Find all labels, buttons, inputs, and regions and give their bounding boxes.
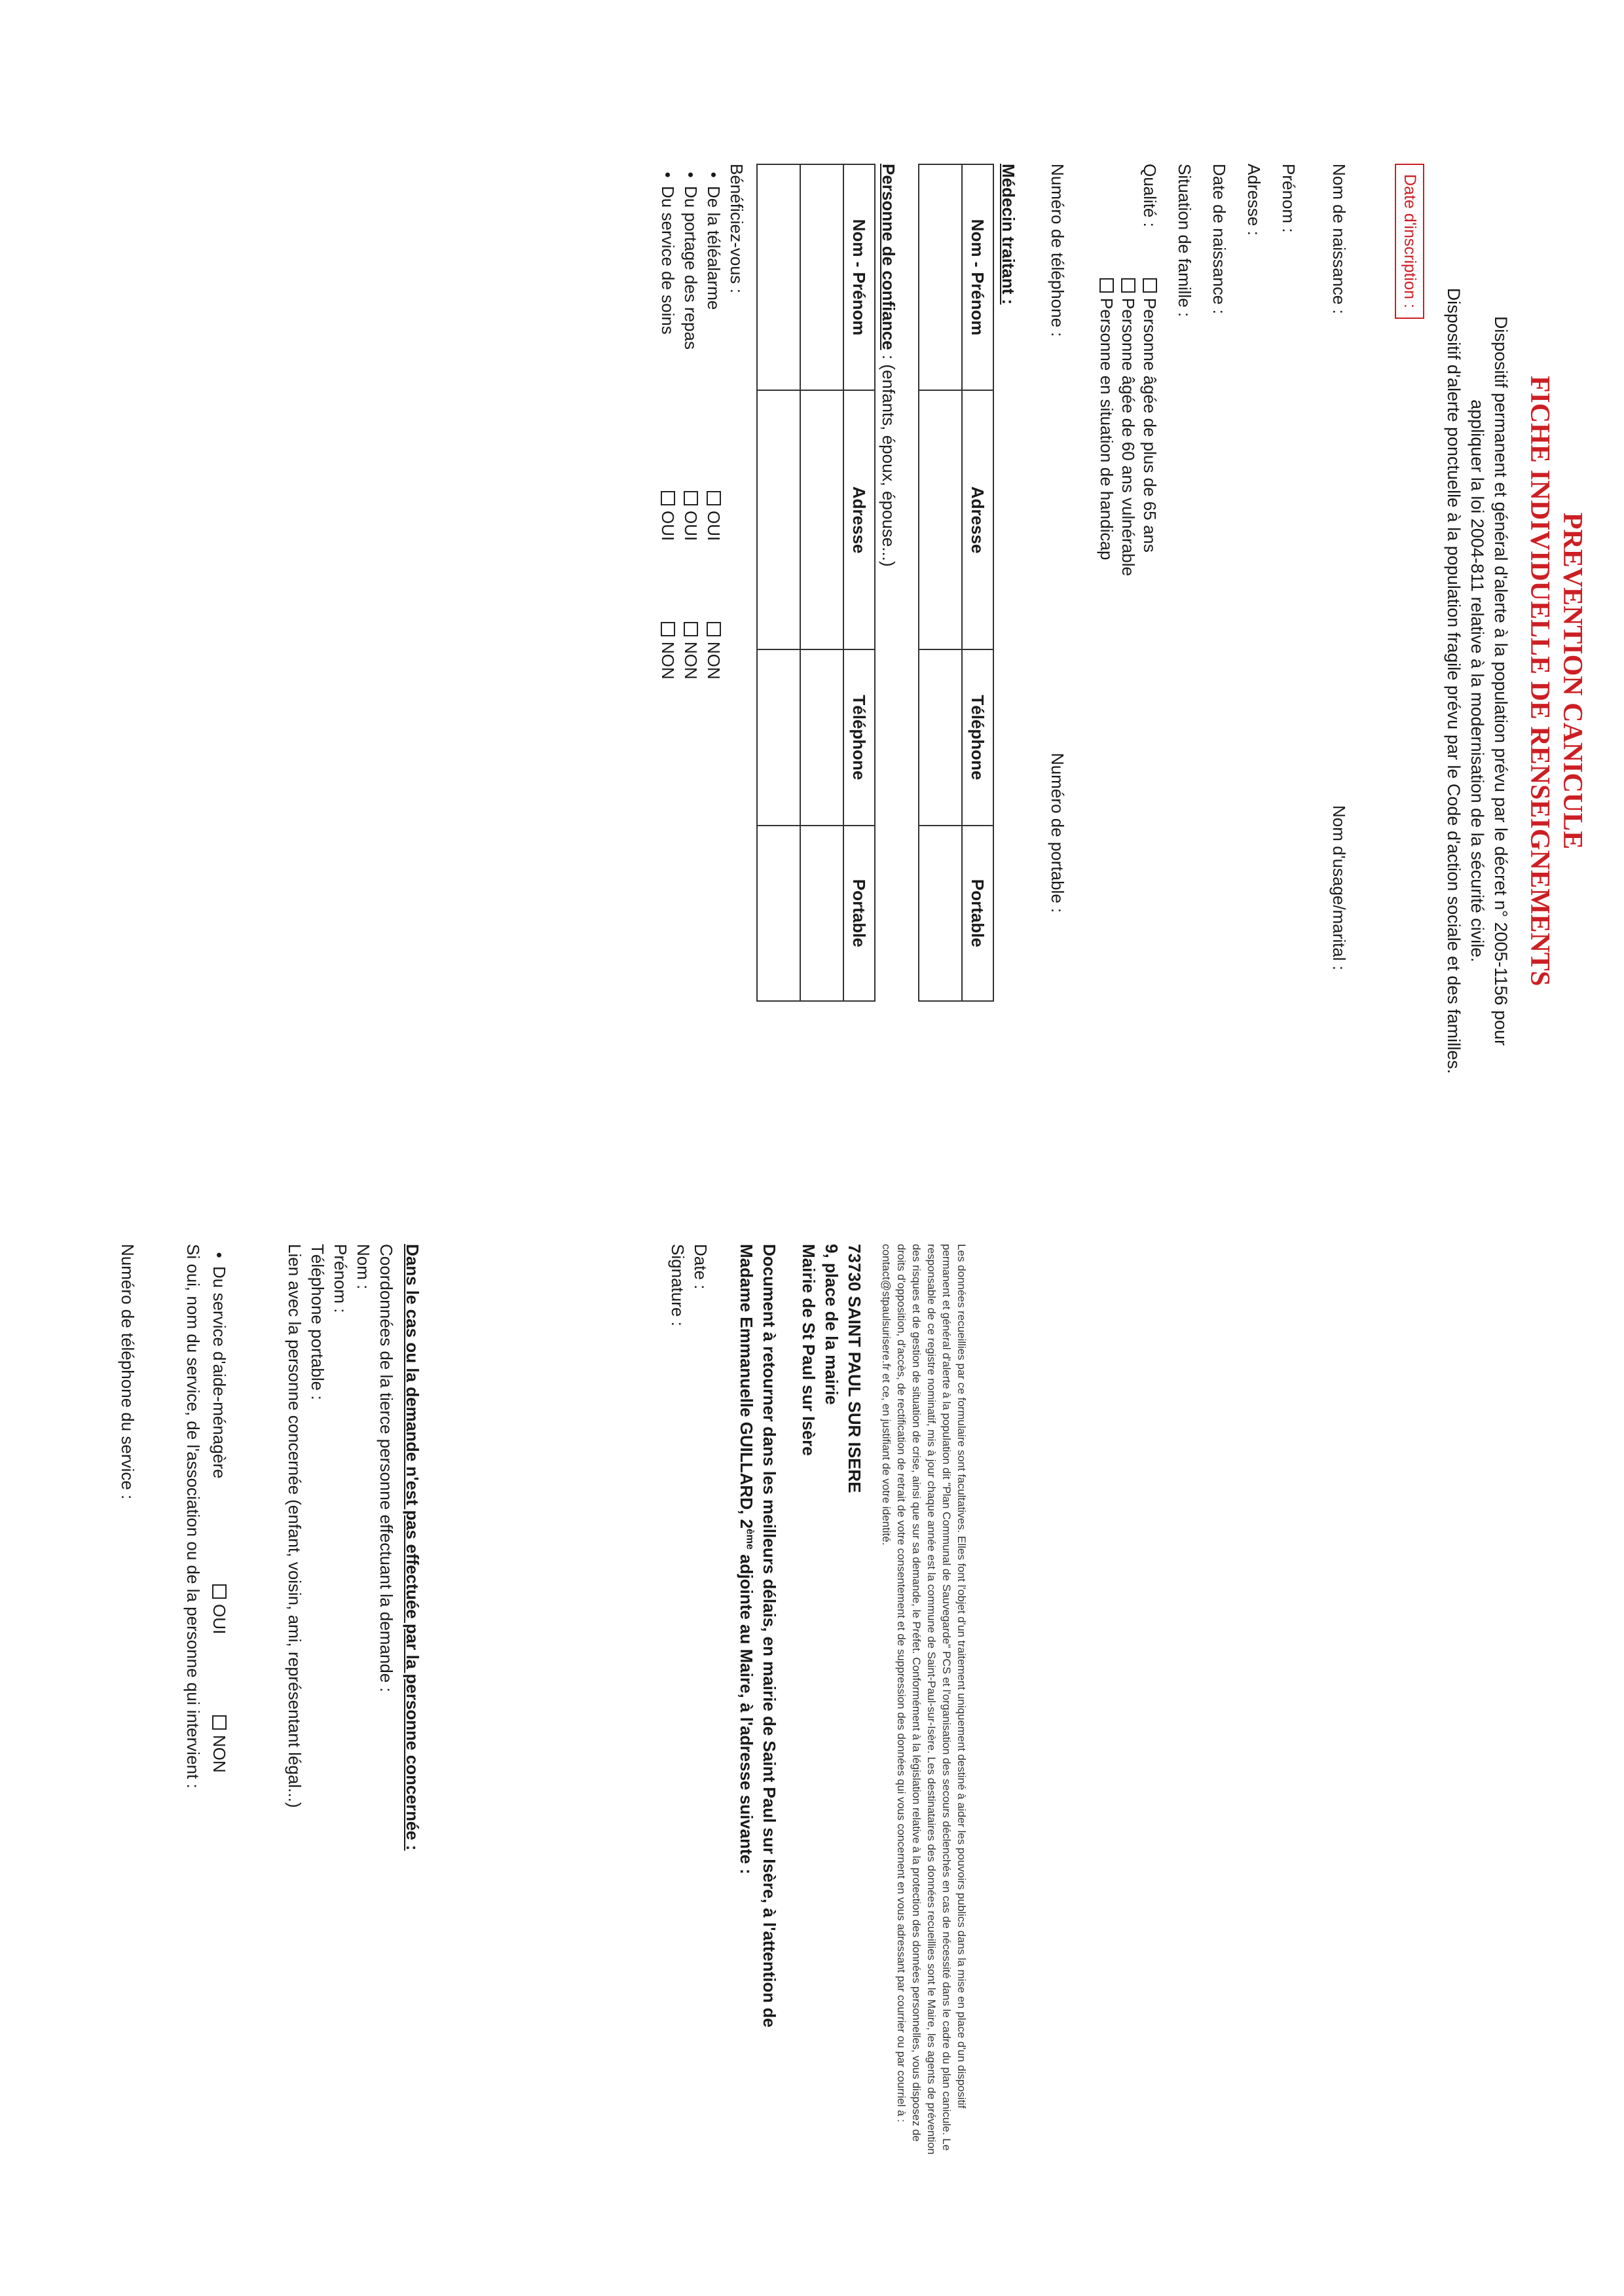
retour-line-2: Madame Emmanuelle GUILLARD, 2ème adjointe au Maire, à l'adresse suivante : [737, 1244, 756, 1874]
service-name-line: Si oui, nom du service, de l'association ou de la personne qui intervient : [183, 1244, 203, 1789]
services-question: Bénéficiez-vous : [727, 164, 747, 293]
checkbox-icon[interactable] [1121, 278, 1135, 293]
tierce-coordonnees: Coordonnées de la tierce personne effectuant la demande : [377, 1244, 396, 1692]
checkbox-icon[interactable] [707, 491, 721, 505]
table-row [757, 164, 800, 1001]
address-line-3: 73730 SAINT PAUL SUR ISERE [845, 1244, 864, 1493]
service-item-aide-menagere: • Du service d'aide-ménagère [209, 1244, 229, 1478]
checkbox-icon[interactable] [212, 1715, 227, 1730]
date-inscription-box[interactable]: Date d'inscription : [1395, 164, 1424, 319]
telephone-label: Numéro de téléphone : [1048, 164, 1067, 337]
table-cell[interactable] [757, 164, 800, 390]
nom-usage-label: Nom d'usage/marital : [1329, 805, 1349, 971]
bullet-icon [658, 164, 678, 186]
confiance-col-portable: Portable [843, 826, 875, 1001]
medecin-label: Médecin traitant : [999, 164, 1018, 305]
address-line-1: Mairie de St Paul sur Isère [799, 1244, 819, 1456]
telealarme-non[interactable]: NON [703, 622, 724, 680]
bullet-icon [210, 1244, 229, 1266]
legal-notice: Les données recueillies par ce formulaire sont facultatives. Elles font l'objet d'un traitement uniquement destiné à aider les pouvoirs publics dans la mise en place d'un dispositif permanent et général d'alerte à la population dit "Plan Communal de Sauvegarde" PCS et l'organisation des secours déclenchés en cas de nécessité dans le cadre du plan canicule. Le responsable de ce registre nominatif, mis à jour chaque année est la commune de Saint-Paul-sur-Isère. Les destinataires des données recueillies sont le Maire, les agents de prévention des risques et de gestion de situation de crise, ainsi que sur sa demande, le Préfet. Conformément à la législation relative à la protection des données personnelles, vous disposez de droits d'opposition, d'accès, de rectification de retrait de votre consentement et de suppression des données qui vous concernent en vous adressant par courrier ou par courriel à : contact@stpaulsurisere.fr et ce, en justifiant de votre identité. [880, 1244, 968, 2155]
intro-line-1: Dispositif permanent et général d'alerte à la population prévu par le décret n° 2005-1156 pour [1491, 316, 1511, 1046]
telealarme-oui[interactable]: OUI [703, 491, 724, 541]
aide-menagere-oui[interactable]: OUI [209, 1584, 229, 1634]
situation-famille-label: Situation de famille : [1175, 164, 1194, 318]
tierce-nom: Nom : [354, 1244, 373, 1290]
retour-line-1: Document à retourner dans les meilleurs délais, en mairie de Saint Paul sur Isère, à l'attention de [760, 1244, 779, 2028]
date-label: Date : [691, 1244, 710, 1290]
aide-menagere-non[interactable]: NON [209, 1715, 229, 1773]
confiance-col-nom: Nom - Prénom [843, 164, 875, 390]
table-cell[interactable] [919, 164, 962, 390]
date-naissance-label: Date de naissance : [1209, 164, 1229, 314]
medecin-col-portable: Portable [962, 826, 993, 1001]
confiance-heading [878, 164, 898, 567]
adresse-label: Adresse : [1244, 164, 1264, 236]
table-cell[interactable] [800, 390, 843, 649]
prenom-label: Prénom : [1279, 164, 1299, 233]
qualite-option-65[interactable]: Personne âgée de plus de 65 ans [1139, 278, 1160, 553]
intro-line-2: appliquer la loi 2004-811 relative à la modernisation de la sécurité civile. [1467, 399, 1487, 962]
checkbox-icon[interactable] [661, 491, 675, 505]
table-cell[interactable] [800, 649, 843, 825]
table-cell[interactable] [919, 826, 962, 1001]
medecin-col-telephone: Téléphone [962, 649, 993, 825]
tierce-telephone: Téléphone portable : [308, 1244, 327, 1400]
table-cell[interactable] [800, 826, 843, 1001]
service-item-soins: • Du service de soins [657, 164, 678, 335]
confiance-table [756, 164, 876, 1002]
signature-label: Signature : [668, 1244, 688, 1326]
repas-oui[interactable]: OUI [680, 491, 701, 541]
medecin-table [918, 164, 994, 1002]
qualite-option-60[interactable]: Personne âgée de 60 ans vulnérable [1118, 278, 1138, 576]
soins-oui[interactable]: OUI [657, 491, 678, 541]
left-column [0, 151, 1624, 1211]
medecin-col-nom: Nom - Prénom [962, 164, 993, 390]
table-row [800, 164, 843, 1001]
confiance-col-adresse: Adresse [843, 390, 875, 649]
table-cell[interactable] [757, 649, 800, 825]
table-cell[interactable] [800, 164, 843, 390]
bullet-icon [681, 164, 701, 186]
confiance-label: Personne de confiance [879, 164, 898, 350]
checkbox-icon[interactable] [707, 622, 721, 636]
table-cell[interactable] [919, 390, 962, 649]
repas-non[interactable]: NON [680, 622, 701, 680]
soins-non[interactable]: NON [657, 622, 678, 680]
tierce-lien: Lien avec la personne concernée (enfant, voisin, ami, représentant légal...) [285, 1244, 304, 1808]
service-phone-label: Numéro de téléphone du service : [118, 1244, 138, 1500]
page-subtitle: FICHE INDIVIDUELLE DE RENSEIGNEMENTS [1524, 375, 1555, 987]
table-cell[interactable] [757, 826, 800, 1001]
tierce-heading: Dans le cas ou la demande n'est pas effectuée par la personne concernée : [403, 1244, 422, 1851]
checkbox-icon[interactable] [661, 622, 675, 636]
medecin-col-adresse: Adresse [962, 390, 993, 649]
portable-label: Numéro de portable : [1048, 753, 1067, 913]
address-line-2: 9, place de la mairie [822, 1244, 841, 1405]
confiance-note: : (enfants, époux, épouse...) [879, 350, 898, 567]
service-item-repas: • Du portage des repas [680, 164, 701, 350]
page-title: PREVENTION CANICULE [1557, 512, 1587, 850]
table-cell[interactable] [919, 649, 962, 825]
checkbox-icon[interactable] [684, 622, 698, 636]
service-item-telealarme: • De la téléalarme [703, 164, 724, 310]
checkbox-icon[interactable] [684, 491, 698, 505]
table-cell[interactable] [757, 390, 800, 649]
confiance-col-telephone: Téléphone [843, 649, 875, 825]
tierce-prenom: Prénom : [331, 1244, 350, 1313]
bullet-icon [704, 164, 724, 186]
checkbox-icon[interactable] [1099, 278, 1114, 293]
qualite-label: Qualité : [1140, 164, 1160, 227]
table-row [919, 164, 962, 1001]
checkbox-icon[interactable] [1143, 278, 1157, 293]
right-column [0, 1244, 1624, 2226]
nom-naissance-label: Nom de naissance : [1329, 164, 1349, 314]
intro-line-3: Dispositif d'alerte ponctuelle à la population fragile prévu par le Code d'action sociale et des familles. [1444, 287, 1464, 1074]
qualite-option-handicap[interactable]: Personne en situation de handicap [1096, 278, 1116, 560]
checkbox-icon[interactable] [212, 1584, 227, 1599]
